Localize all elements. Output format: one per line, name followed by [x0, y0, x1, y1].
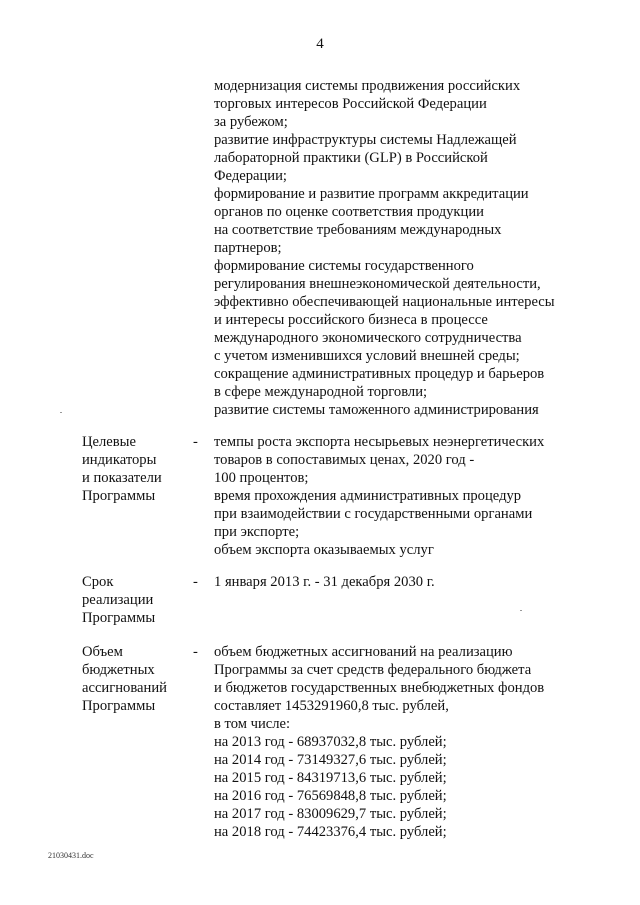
section-label-line: ассигнований	[82, 680, 167, 696]
intro-line: формирование системы государственного	[214, 258, 474, 274]
section-content-line: 100 процентов;	[214, 470, 309, 486]
section-content-line: при экспорте;	[214, 524, 300, 540]
intro-line: развитие системы таможенного администрирования	[214, 402, 539, 418]
intro-line: модернизация системы продвижения российских	[214, 78, 521, 94]
section-dash: -	[193, 434, 198, 450]
section-content-line: в том числе:	[214, 716, 291, 732]
section-content-line: 1 января 2013 г. - 31 декабря 2030 г.	[214, 574, 435, 590]
section-label-line: индикаторы	[82, 452, 157, 468]
scan-speck	[60, 412, 62, 413]
intro-line: международного экономического сотрудничества	[214, 330, 522, 346]
intro-line: регулирования внешнеэкономической деятельности,	[214, 276, 541, 292]
section-label-line: Объем	[82, 644, 123, 660]
intro-line: формирование и развитие программ аккредитации	[214, 186, 529, 202]
section-content-line: товаров в сопоставимых ценах, 2020 год -	[214, 452, 475, 468]
intro-line: органов по оценке соответствия продукции	[214, 204, 484, 220]
section-content-line: темпы роста экспорта несырьевых неэнергетических	[214, 434, 545, 450]
section-label-line: Программы	[82, 488, 156, 504]
section-content-line: объем бюджетных ассигнований на реализацию	[214, 644, 513, 660]
section-content-line: на 2017 год - 83009629,7 тыс. рублей;	[214, 806, 447, 822]
page-number: 4	[316, 36, 324, 52]
intro-line: эффективно обеспечивающей национальные интересы	[214, 294, 555, 310]
section-dash: -	[193, 644, 198, 660]
intro-line: лабораторной практики (GLP) в Российской	[214, 150, 488, 166]
section-content-line: на 2016 год - 76569848,8 тыс. рублей;	[214, 788, 447, 804]
intro-line: на соответствие требованиям международных	[214, 222, 502, 238]
section-label-line: бюджетных	[82, 662, 155, 678]
section-label-line: Программы	[82, 698, 156, 714]
section-dash: -	[193, 574, 198, 590]
intro-line: в сфере международной торговли;	[214, 384, 428, 400]
intro-line: сокращение административных процедур и барьеров	[214, 366, 545, 382]
section-label-line: реализации	[82, 592, 154, 608]
section-content-line: и бюджетов государственных внебюджетных фондов	[214, 680, 545, 696]
section-content-line: на 2015 год - 84319713,6 тыс. рублей;	[214, 770, 447, 786]
section-content-line: время прохождения административных процедур	[214, 488, 522, 504]
section-label-line: Программы	[82, 610, 156, 626]
intro-line: за рубежом;	[214, 114, 288, 130]
section-content-line: при взаимодействии с государственными органами	[214, 506, 533, 522]
intro-line: с учетом изменившихся условий внешней среды;	[214, 348, 520, 364]
section-content-line: объем экспорта оказываемых услуг	[214, 542, 434, 558]
intro-line: и интересы российского бизнеса в процессе	[214, 312, 488, 328]
section-label-line: и показатели	[82, 470, 162, 486]
intro-line: партнеров;	[214, 240, 282, 256]
section-label-line: Срок	[82, 574, 114, 590]
section-content-line: Программы за счет средств федерального бюджета	[214, 662, 532, 678]
section-content-line: составляет 1453291960,8 тыс. рублей,	[214, 698, 449, 714]
section-content-line: на 2018 год - 74423376,4 тыс. рублей;	[214, 824, 447, 840]
footer-filename: 21030431.doc	[48, 851, 94, 860]
section-label-line: Целевые	[82, 434, 136, 450]
section-content-line: на 2014 год - 73149327,6 тыс. рублей;	[214, 752, 447, 768]
intro-line: Федерации;	[214, 168, 287, 184]
scan-speck	[520, 610, 522, 611]
section-content-line: на 2013 год - 68937032,8 тыс. рублей;	[214, 734, 447, 750]
intro-line: развитие инфраструктуры системы Надлежащей	[214, 132, 517, 148]
intro-line: торговых интересов Российской Федерации	[214, 96, 487, 112]
